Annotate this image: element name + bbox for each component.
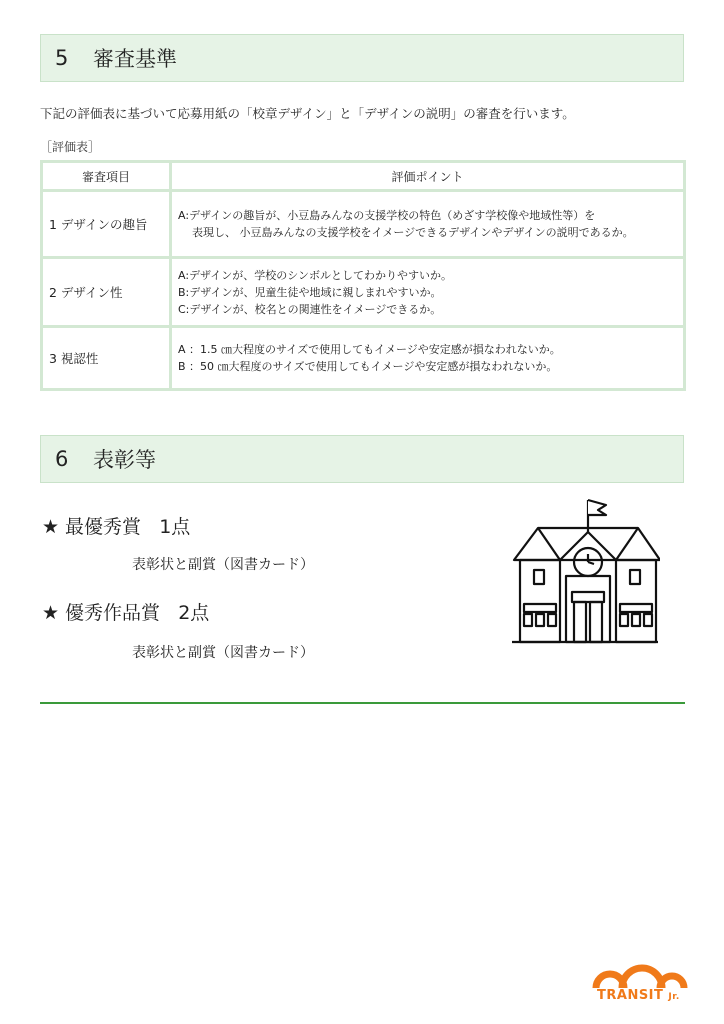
section-6-header: [40, 435, 684, 483]
section-5-number: 5: [55, 46, 69, 70]
table-header-item: 審査項目: [43, 163, 169, 189]
award-excellent-prize: [42, 598, 209, 625]
transit-logo-text: [597, 988, 680, 1003]
award-detail: 表彰状と副賞（図書カード）: [132, 557, 314, 573]
school-building-icon: [510, 496, 660, 646]
section-6-number: 6: [55, 447, 69, 471]
star-icon: ★: [42, 516, 60, 538]
table-cell-item: 3 視認性: [43, 328, 169, 388]
table-caption: ［評価表］: [40, 140, 101, 154]
criterion-line: B:デザインが、児童生徒や地域に親しまれやすいか。: [178, 285, 442, 299]
intro-text: 下記の評価表に基づいて応募用紙の「校章デザイン」と「デザインの説明」の審査を行います。: [40, 106, 575, 121]
logo-name: TRANSIT: [597, 988, 664, 1003]
award-grand-prize: [42, 512, 190, 539]
award-count: 2点: [178, 602, 210, 624]
award-count: 1点: [159, 516, 191, 538]
star-icon: ★: [42, 602, 60, 624]
criterion-line: A ：1.5 ㎝大程度のサイズで使用してもイメージや安定感が損なわれないか。: [178, 343, 561, 356]
table-row: [43, 259, 683, 325]
table-row: [43, 328, 683, 388]
table-cell-points: [172, 192, 683, 256]
section-6-title: 表彰等: [93, 448, 156, 472]
section-5-title: 審査基準: [93, 47, 177, 71]
table-cell-item: 2 デザイン性: [43, 259, 169, 325]
award-detail: 表彰状と副賞（図書カード）: [132, 645, 314, 661]
table-cell-points: [172, 259, 683, 325]
criterion-line: A:デザインの趣旨が、小豆島みんなの支援学校の特色（めざす学校像や地域性等）を: [178, 209, 596, 222]
table-cell-points: [172, 328, 683, 388]
criterion-line: C:デザインが、校名との関連性をイメージできるか。: [178, 302, 442, 316]
logo-suffix: Jr.: [668, 992, 680, 1002]
section-divider: [40, 702, 685, 704]
award-name: 優秀作品賞: [65, 602, 161, 624]
table-header-points: 評価ポイント: [172, 163, 683, 189]
section-5-header: [40, 34, 684, 82]
criterion-line: A:デザインが、学校のシンボルとしてわかりやすいか。: [178, 268, 452, 282]
table-header-row: [43, 163, 683, 189]
criterion-line: B ：50 ㎝大程度のサイズで使用してもイメージや安定感が損なわれないか。: [178, 360, 558, 373]
table-row: [43, 192, 683, 256]
criterion-line: 表現し、 小豆島みんなの支援学校をイメージできるデザインやデザインの説明であるか。: [192, 226, 634, 239]
table-cell-item: 1 デザインの趣旨: [43, 192, 169, 256]
award-name: 最優秀賞: [65, 516, 142, 538]
evaluation-table: [40, 160, 686, 391]
